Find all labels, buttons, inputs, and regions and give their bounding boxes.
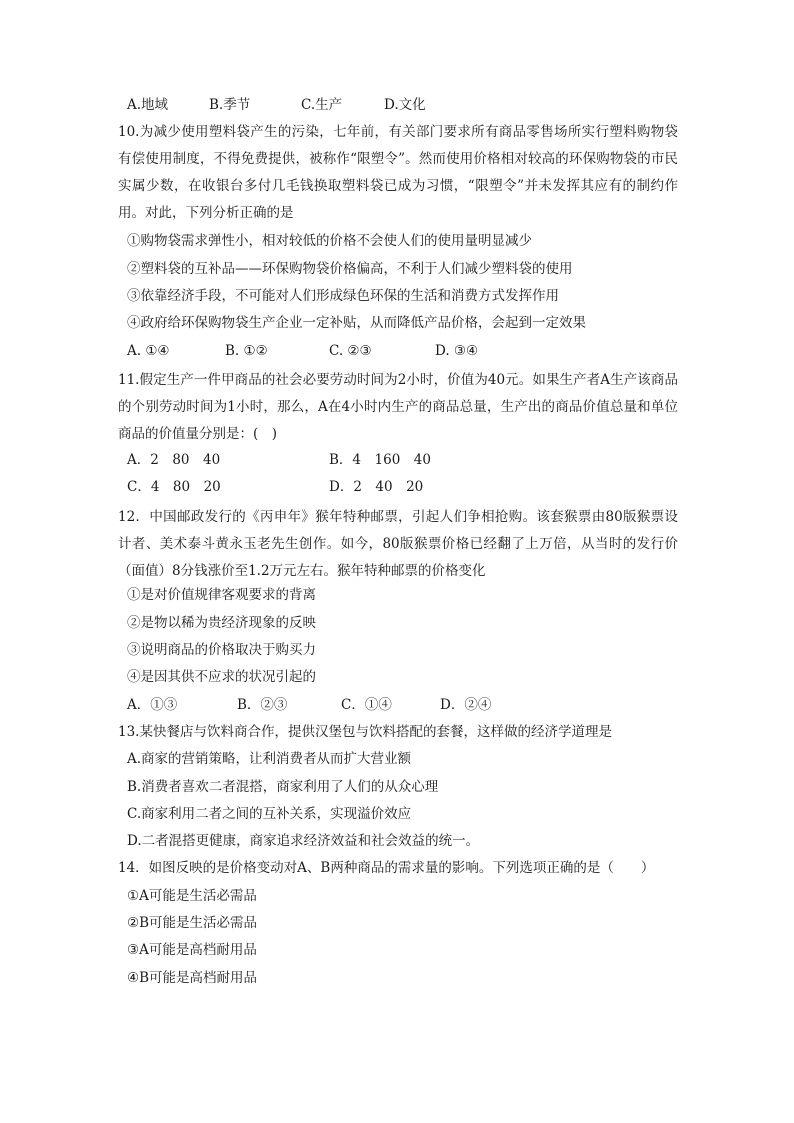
q10-item-2: ②塑料袋的互补品——环保购物袋价格偏高，不利于人们减少塑料袋的使用 xyxy=(127,261,573,277)
q9-options xyxy=(127,95,447,115)
q12-item-1: ①是对价值规律客观要求的背离 xyxy=(127,587,316,603)
q9-option-c: C.生产 xyxy=(301,97,343,113)
q12-item-3: ③说明商品的价格取决于购买力 xyxy=(127,642,316,658)
q13-option-b: B.消费者喜欢二者混搭，商家利用了人们的从众心理 xyxy=(127,779,439,795)
q14-item-4: ④B可能是高档耐用品 xyxy=(127,970,258,986)
q13-option-a: A.商家的营销策略，让利消费者从而扩大营业额 xyxy=(127,751,412,767)
q11-stem: 11.假定生产一件甲商品的社会必要劳动时间为2小时，价值为40元。如果生产者A生产该商品的个别劳动时间为1小时，那么，A在4小时内生产的商品总量，生产出的商品价值总量和单位商品的价值量分别是：( ) xyxy=(118,372,678,442)
q10-item-4: ④政府给环保购物袋生产企业一定补贴，从而降低产品价格，会起到一定效果 xyxy=(127,315,586,331)
q10-option-b: B. ①② xyxy=(225,343,268,359)
q10-stem: 10.为减少使用塑料袋产生的污染，七年前，有关部门要求所有商品零售场所实行塑料购物袋有偿使用制度，不得免费提供，被称作“限塑令”。然而使用价格相对较高的环保购物袋的市民实属少数，在收银台多付几毛钱换取塑料袋已成为习惯，“限塑令”并未发挥其应有的制约作用。对此，下列分析正确的是 xyxy=(118,124,678,221)
q9-option-a: A.地域 xyxy=(127,97,169,113)
q12-options xyxy=(127,695,507,715)
q10-item-3: ③依靠经济手段，不可能对人们形成绿色环保的生活和消费方式发挥作用 xyxy=(127,288,559,304)
q12-option-a: A．①③ xyxy=(127,697,178,713)
q13-stem: 13.某快餐店与饮料商合作，提供汉堡包与饮料搭配的套餐，这样做的经济学道理是 xyxy=(118,724,612,740)
q10-options xyxy=(127,341,487,361)
q13-option-c: C.商家利用二者之间的互补关系，实现溢价效应 xyxy=(127,806,412,822)
q12-item-2: ②是物以稀为贵经济现象的反映 xyxy=(127,615,316,631)
q11-option-a: A．2 80 40 xyxy=(127,452,221,468)
q12-stem: 12．中国邮政发行的《丙申年》猴年特种邮票，引起人们争相抢购。该套猴票由80版猴票设计者、美术泰斗黄永玉老先生创作。如今，80版猴票价格已经翻了上万倍，从当时的发行价（面值）8分钱涨价至1.2万元左右。猴年特种邮票的价格变化 xyxy=(118,509,678,579)
q14-item-3: ③A可能是高档耐用品 xyxy=(127,942,257,958)
q14-item-2: ②B可能是生活必需品 xyxy=(127,915,258,931)
q12-option-b: B．②③ xyxy=(237,697,288,713)
q13-option-d: D.二者混搭更健康，商家追求经济效益和社会效益的统一。 xyxy=(127,833,480,849)
q9-option-d: D.文化 xyxy=(384,97,426,113)
q12-option-c: C．①④ xyxy=(341,697,392,713)
q11-option-d: D．2 40 20 xyxy=(329,479,424,495)
q11-option-c: C．4 80 20 xyxy=(127,479,221,495)
q11-option-b: B．4 160 40 xyxy=(329,452,431,468)
q12-option-d: D．②④ xyxy=(440,697,492,713)
q10-option-a: A. ①④ xyxy=(127,343,170,359)
q10-item-1: ①购物袋需求弹性小，相对较低的价格不会使人们的使用量明显减少 xyxy=(127,233,532,249)
q10-option-c: C. ②③ xyxy=(329,343,372,359)
q14-item-1: ①A可能是生活必需品 xyxy=(127,888,257,904)
q9-option-b: B.季节 xyxy=(209,97,251,113)
q14-stem: 14．如图反映的是价格变动对A、B两种商品的需求量的影响。下列选项正确的是（ ） xyxy=(118,860,655,876)
q10-option-d: D. ③④ xyxy=(435,343,479,359)
q12-item-4: ④是因其供不应求的状况引起的 xyxy=(127,669,316,685)
